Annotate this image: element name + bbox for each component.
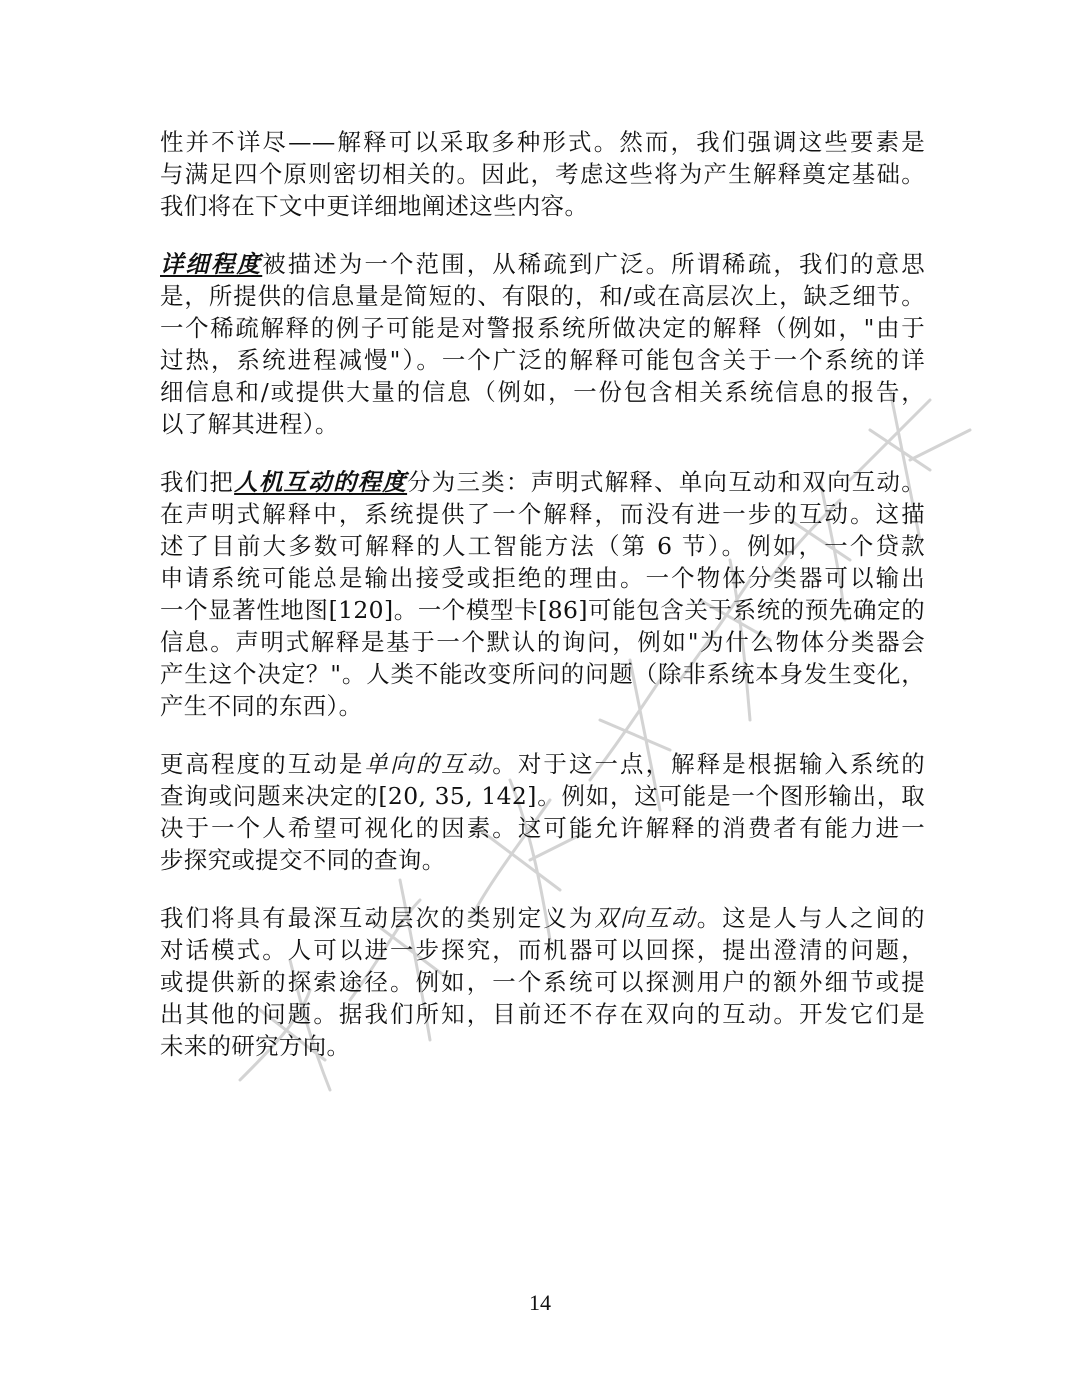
text-line: 信息。声明式解释是基于一个默认的询问，例如"为什么物体分类器会 bbox=[160, 628, 925, 656]
text-span: 。对于这一点，解释是根据输入系统的 bbox=[492, 750, 925, 778]
text-span: 我们将具有最深互动层次的类别定义为 bbox=[160, 904, 595, 932]
term-two-way-interaction: 双向互动 bbox=[594, 904, 697, 932]
text-line: 未来的研究方向。 bbox=[160, 1032, 351, 1060]
text-line: 出其他的问题。据我们所知，目前还不存在双向的互动。开发它们是 bbox=[160, 1000, 925, 1028]
text-line: 一个显著性地图[120]。一个模型卡[86]可能包含关于系统的预先确定的 bbox=[160, 596, 925, 624]
text-line: 我们将在下文中更详细地阐述这些内容。 bbox=[160, 192, 589, 220]
text-span: 我们把 bbox=[160, 468, 235, 496]
text-line: 产生这个决定？"。人类不能改变所问的问题（除非系统本身发生变化， bbox=[160, 660, 925, 688]
text-line: 或提供新的探索途径。例如，一个系统可以探测用户的额外细节或提 bbox=[160, 968, 925, 996]
text-line: 以了解其进程）。 bbox=[160, 410, 339, 438]
text-line: 一个稀疏解释的例子可能是对警报系统所做决定的解释（例如，"由于 bbox=[160, 314, 925, 342]
paragraph-one-way-interaction bbox=[160, 748, 925, 876]
paragraph-two-way-interaction bbox=[160, 902, 925, 1062]
text-line: 过热，系统进程减慢"）。一个广泛的解释可能包含关于一个系统的详 bbox=[160, 346, 925, 374]
term-one-way-interaction: 单向的互动 bbox=[364, 750, 493, 778]
paragraph-interaction-level bbox=[160, 466, 925, 722]
paragraph-1 bbox=[160, 126, 925, 222]
text-line: 与满足四个原则密切相关的。因此，考虑这些将为产生解释奠定基础。 bbox=[160, 160, 925, 188]
text-line: 步探究或提交不同的查询。 bbox=[160, 846, 446, 874]
text-line: 对话模式。人可以进一步探究，而机器可以回探，提出澄清的问题， bbox=[160, 936, 925, 964]
term-detail-level: 详细程度 bbox=[160, 250, 263, 278]
text-span: 被描述为一个范围，从稀疏到广泛。所谓稀疏，我们的意思 bbox=[262, 250, 925, 278]
text-line bbox=[160, 748, 925, 780]
page-number: 14 bbox=[529, 1290, 551, 1315]
text-line bbox=[160, 902, 925, 934]
text-span: 。这是人与人之间的 bbox=[696, 904, 925, 932]
text-line bbox=[160, 466, 925, 498]
text-span: 更高程度的互动是 bbox=[160, 750, 365, 778]
text-span: 分为三类：声明式解释、单向互动和双向互动。 bbox=[407, 468, 925, 496]
text-line bbox=[160, 248, 925, 280]
text-line: 述了目前大多数可解释的人工智能方法（第 6 节）。例如，一个贷款 bbox=[160, 532, 925, 560]
text-line: 性并不详尽——解释可以采取多种形式。然而，我们强调这些要素是 bbox=[160, 128, 925, 156]
text-line: 决于一个人希望可视化的因素。这可能允许解释的消费者有能力进一 bbox=[160, 814, 925, 842]
term-interaction-level: 人机互动的程度 bbox=[234, 468, 408, 496]
body-text bbox=[160, 126, 925, 1088]
text-line: 在声明式解释中，系统提供了一个解释，而没有进一步的互动。这描 bbox=[160, 500, 925, 528]
paragraph-detail-level bbox=[160, 248, 925, 440]
text-line: 是，所提供的信息量是简短的、有限的，和/或在高层次上，缺乏细节。 bbox=[160, 282, 925, 310]
text-line: 产生不同的东西）。 bbox=[160, 692, 363, 720]
text-line: 申请系统可能总是输出接受或拒绝的理由。一个物体分类器可以输出 bbox=[160, 564, 925, 592]
text-line: 查询或问题来决定的[20, 35, 142]。例如，这可能是一个图形输出，取 bbox=[160, 782, 925, 810]
text-line: 细信息和/或提供大量的信息（例如，一份包含相关系统信息的报告， bbox=[160, 378, 925, 406]
